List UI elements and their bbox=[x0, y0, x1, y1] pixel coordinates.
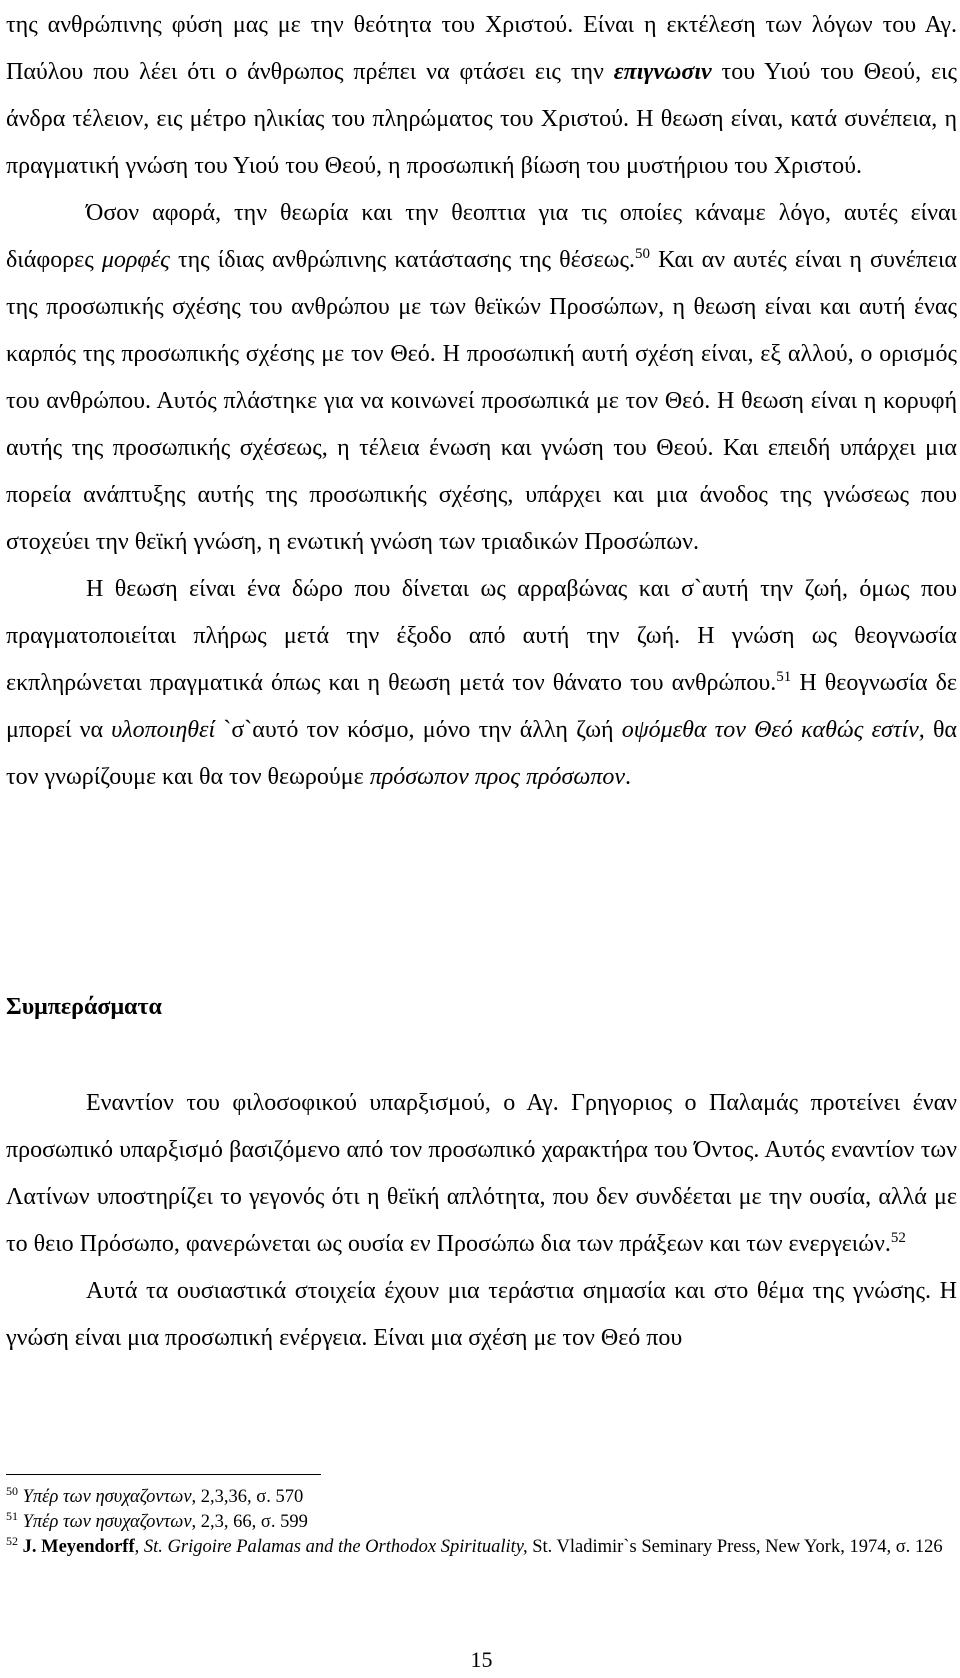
paragraph-3 bbox=[6, 566, 957, 801]
footnote-ref: 50 bbox=[634, 246, 650, 262]
footnote-text: St. Vladimir`s Seminary Press, New York, 1974, σ. 126 bbox=[527, 1537, 943, 1557]
text-run: Η θεογνωσία δε μπορεί να bbox=[6, 670, 957, 743]
text-run: θα τον γνωρίζουμε και θα τον θεωρούμε bbox=[6, 717, 958, 790]
footnote-51 bbox=[6, 1510, 957, 1535]
text-run: Όσον αφορά, την θεωρία και την θεοπτια για τις οποίες κάναμε λόγο, αυτές είναι διάφορες bbox=[6, 200, 957, 273]
footnote-separator bbox=[6, 1474, 321, 1475]
text-run: του Υιού του Θεού, εις άνδρα τέλειον, εις μέτρο ηλικίας του πληρώματος του Χριστού. Η θεωση είναι, κατά συνέπεια, η πραγματική γνώση του Υιού του Θεού, η προσωπική βίωση του μυστήριου του Χριστού. bbox=[6, 59, 958, 179]
text-run: Εναντίον του φιλοσοφικού υπαρξισμού, ο Αγ. Γρηγοριος ο Παλαμάς προτείνει έναν προσωπικό υπαρξισμό βασιζόμενο από τον προσωπικό χαρακτήρα του Όντος. Αυτός εναντίον των Λατίνων υποστηρίζει το γεγονός ότι η θεϊκή απλότητα, που δεν συνδέεται με την ουσία, αλλά με το θειο Πρόσωπο, φανερώνεται ως ουσία εν Προσώπω δια των πράξεων και των ενεργειών. bbox=[6, 1090, 957, 1257]
footnote-ref: 52 bbox=[890, 1230, 906, 1246]
page-number: 15 bbox=[470, 1647, 493, 1672]
footnote-ref: 51 bbox=[776, 669, 792, 685]
text-run: Και αν αυτές είναι η συνέπεια της προσωπικής σχέσης του ανθρώπου με των θεϊκών Προσώπων, η θεωση είναι και αυτή ένας καρπός της προσωπικής σχέσης με τον Θεό. Η προσωπική αυτή σχέση είναι, εξ αλλού, ο ορισμός του ανθρώπου. Αυτός πλάστηκε για να κοινωνεί προσωπικά με τον Θεό. Η θεωση είναι η κορυφή αυτής της προσωπικής σχέσεως, η τέλεια ένωση και γνώση του Θεού. Και επειδή υπάρχει μια πορεία ανάπτυξης αυτής της προσωπικής σχέσης, υπάρχει και μια άνοδος της γνώσεως που στοχεύει την θεϊκή γνώση, η ενωτική γνώση των τριαδικών Προσώπων. bbox=[6, 247, 958, 555]
footnote-number: 51 bbox=[6, 1509, 18, 1523]
emphasis-text: επιγνωσιν bbox=[613, 59, 712, 85]
footnotes bbox=[6, 1485, 957, 1560]
emphasis-text: οψόμεθα τον Θεό καθώς εστίν, bbox=[621, 717, 925, 743]
text-run: Αυτά τα ουσιαστικά στοιχεία έχουν μια τεράστια σημασία και στο θέμα της γνώσης. Η γνώση είναι μια προσωπική ενέργεια. Είναι μια σχέση με τον Θεό που bbox=[6, 1278, 957, 1351]
footnote-title: Υπέρ των ησυχαζοντων bbox=[22, 1512, 192, 1532]
emphasis-text: μορφές bbox=[101, 247, 170, 273]
conclusion-paragraph-1 bbox=[6, 1080, 957, 1268]
main-text bbox=[6, 2, 957, 801]
footnote-text: , 2,3,36, σ. 570 bbox=[191, 1487, 304, 1507]
paragraph-2 bbox=[6, 190, 957, 566]
footnote-number: 50 bbox=[6, 1484, 18, 1498]
emphasis-text: πρόσωπον προς πρόσωπον bbox=[369, 764, 625, 790]
emphasis-text: υλοποιηθεί bbox=[111, 717, 216, 743]
footnote-title: Υπέρ των ησυχαζοντων bbox=[22, 1487, 192, 1507]
text-run: `σ`αυτό τον κόσμο, μόνο την άλλη ζωή bbox=[215, 717, 622, 743]
footnote-number: 52 bbox=[6, 1534, 18, 1548]
paragraph-1 bbox=[6, 2, 957, 190]
document-page bbox=[6, 0, 957, 1678]
footnote-text: , bbox=[134, 1537, 144, 1557]
text-run: της ίδιας ανθρώπινης κατάστασης της θέσεως. bbox=[169, 247, 635, 273]
footnote-text: , 2,3, 66, σ. 599 bbox=[191, 1512, 308, 1532]
section-heading: Συμπεράσματα bbox=[6, 994, 162, 1020]
footnote-52 bbox=[6, 1535, 957, 1560]
text-run: Η θεωση είναι ένα δώρο που δίνεται ως αρραβώνας και σ`αυτή την ζωή, όμως που πραγματοποιείται πλήρως μετά την έξοδο από αυτή την ζωή. Η γνώση ως θεογνωσία εκπληρώνεται πραγματικά όπως και η θεωση μετά τον θάνατο του ανθρώπου. bbox=[6, 576, 957, 696]
conclusions-text bbox=[6, 1080, 957, 1362]
footnote-author: J. Meyendorff bbox=[22, 1537, 135, 1557]
text-run: της ανθρώπινης φύση μας με την θεότητα του Χριστού. Είναι η εκτέλεση των λόγων του Αγ. Παύλου που λέει ότι ο άνθρωπος πρέπει να φτάσει εις την bbox=[6, 12, 957, 85]
conclusion-paragraph-2 bbox=[6, 1268, 957, 1362]
footnote-50 bbox=[6, 1485, 957, 1510]
text-run: . bbox=[625, 764, 631, 790]
footnote-title: St. Grigoire Palamas and the Orthodox Spirituality, bbox=[143, 1537, 528, 1557]
